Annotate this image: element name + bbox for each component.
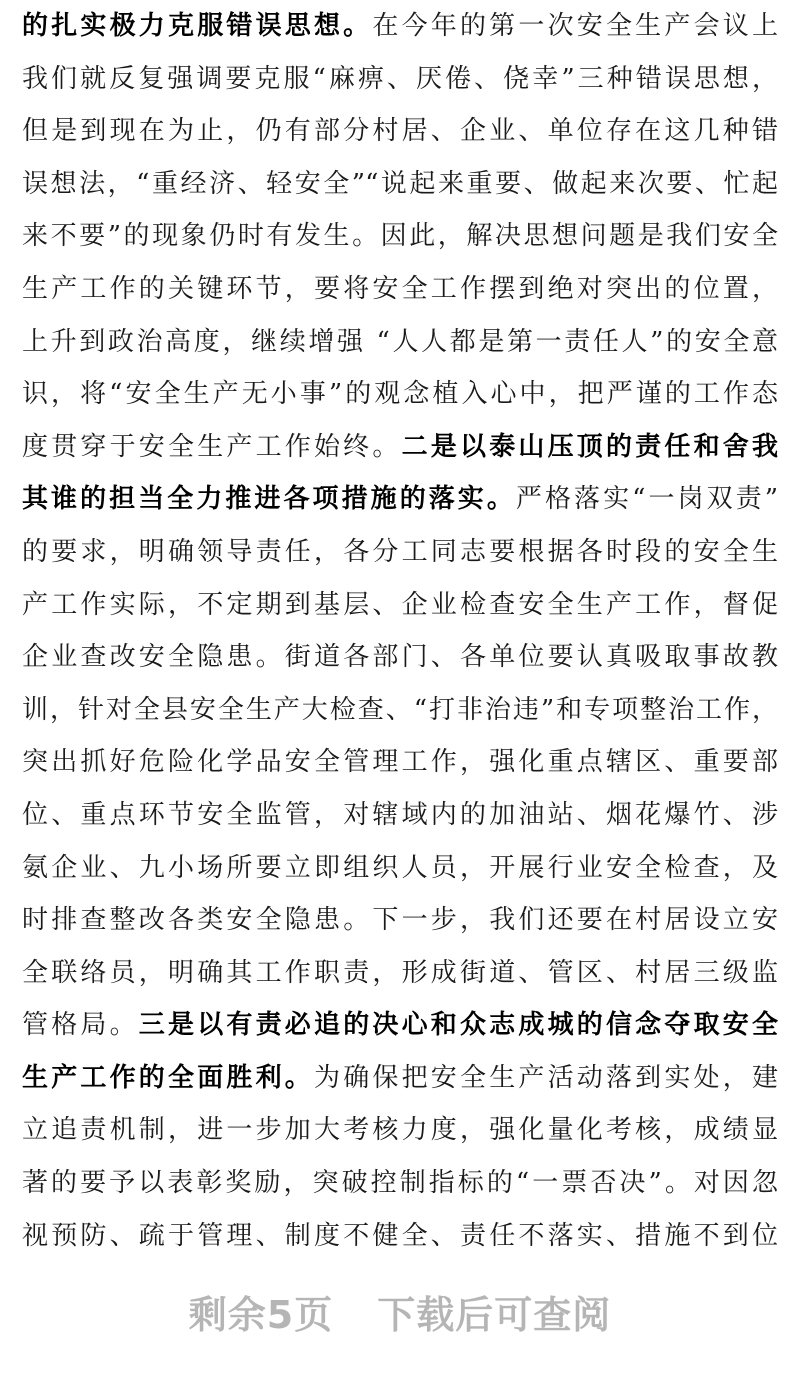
text-segment: 时排查整改各类安全隐患。下一步，我们还要在村居设立安 [22,905,778,936]
text-line [22,842,778,895]
text-segment: 在今年的第一次安全生产会议上 [372,11,778,41]
text-line [22,263,778,316]
text-segment: 生产工作的关键环节，要将安全工作摆到绝对突出的位置， [22,273,778,304]
download-prompt[interactable] [0,1284,800,1339]
text-line [22,473,778,526]
bold-text-segment: 生产工作的全面胜利。 [22,1062,314,1093]
text-line [22,1210,778,1263]
text-segment: 我们就反复强调要克服“麻痹、厌倦、侥幸”三种错误思想， [22,63,778,94]
text-segment: 氨企业、九小场所要立即组织人员，开展行业安全检查，及 [22,852,778,883]
text-segment: 上升到政治高度，继续增强 “人人都是第一责任人”的安全意 [22,326,778,357]
text-line [22,684,778,737]
text-line [22,0,778,53]
text-line [22,368,778,421]
text-segment: 视预防、疏于管理、制度不健全、责任不落实、措施不到位 [22,1220,778,1251]
text-segment: 产工作实际，不定期到基层、企业检查安全生产工作，督促 [22,589,778,620]
text-line [22,1052,778,1105]
text-segment: 管格局。 [22,1010,139,1041]
text-segment: 著的要予以表彰奖励，突破控制指标的“一票否决”。对因忽 [22,1168,778,1199]
text-line [22,53,778,106]
text-line [22,158,778,211]
bold-text-segment: 二是以泰山压顶的责任和舍我 [401,431,778,462]
text-segment: 严格落实“一岗双责” [515,484,778,515]
text-segment: 位、重点环节安全监管，对辖域内的加油站、烟花爆竹、涉 [22,799,778,830]
text-segment: 全联络员，明确其工作职责，形成街道、管区、村居三级监 [22,957,778,988]
text-line [22,526,778,579]
text-line [22,421,778,474]
text-segment: 突出抓好危险化学品安全管理工作，强化重点辖区、重要部 [22,747,778,778]
text-segment: 训，针对全县安全生产大检查、“打非治违”和专项整治工作， [22,694,778,725]
text-line [22,789,778,842]
text-segment: 来不要”的现象仍时有发生。因此，解决思想问题是我们安全 [22,221,778,252]
text-segment: 企业查改安全隐患。街道各部门、各单位要认真吸取事故教 [22,642,778,673]
text-line [22,894,778,947]
text-line [22,947,778,1000]
text-line [22,105,778,158]
text-line [22,999,778,1052]
bold-text-segment: 其谁的担当全力推进各项措施的落实。 [22,484,516,515]
text-segment: 误想法，“重经济、轻安全”“说起来重要、做起来次要、忙起 [22,168,778,199]
text-segment: 但是到现在为止，仍有部分村居、企业、单位存在这几种错 [22,116,778,147]
text-line [22,210,778,263]
bold-text-segment: 三是以有责必追的决心和众志成城的信念夺取安全 [138,1010,778,1041]
text-line [22,316,778,369]
download-to-view-label: 下载后可查阅 [377,1293,612,1337]
text-segment: 识，将“安全生产无小事”的观念植入心中，把严谨的工作态 [22,379,778,410]
text-segment: 为确保把安全生产活动落到实处，建 [314,1062,778,1093]
text-line [22,1157,778,1210]
document-body [22,0,778,1262]
text-line [22,1104,778,1157]
text-segment: 度贯穿于安全生产工作始终。 [22,431,402,462]
text-line [22,579,778,632]
bold-text-segment: 的扎实极力克服错误思想。 [22,11,373,41]
text-segment: 的要求，明确领导责任，各分工同志要根据各时段的安全生 [22,536,778,567]
text-line [22,631,778,684]
text-segment: 立追责机制，进一步加大考核力度，强化量化考核，成绩显 [22,1115,778,1146]
remaining-pages-label: 剩余5页 [188,1293,334,1337]
text-line [22,736,778,789]
